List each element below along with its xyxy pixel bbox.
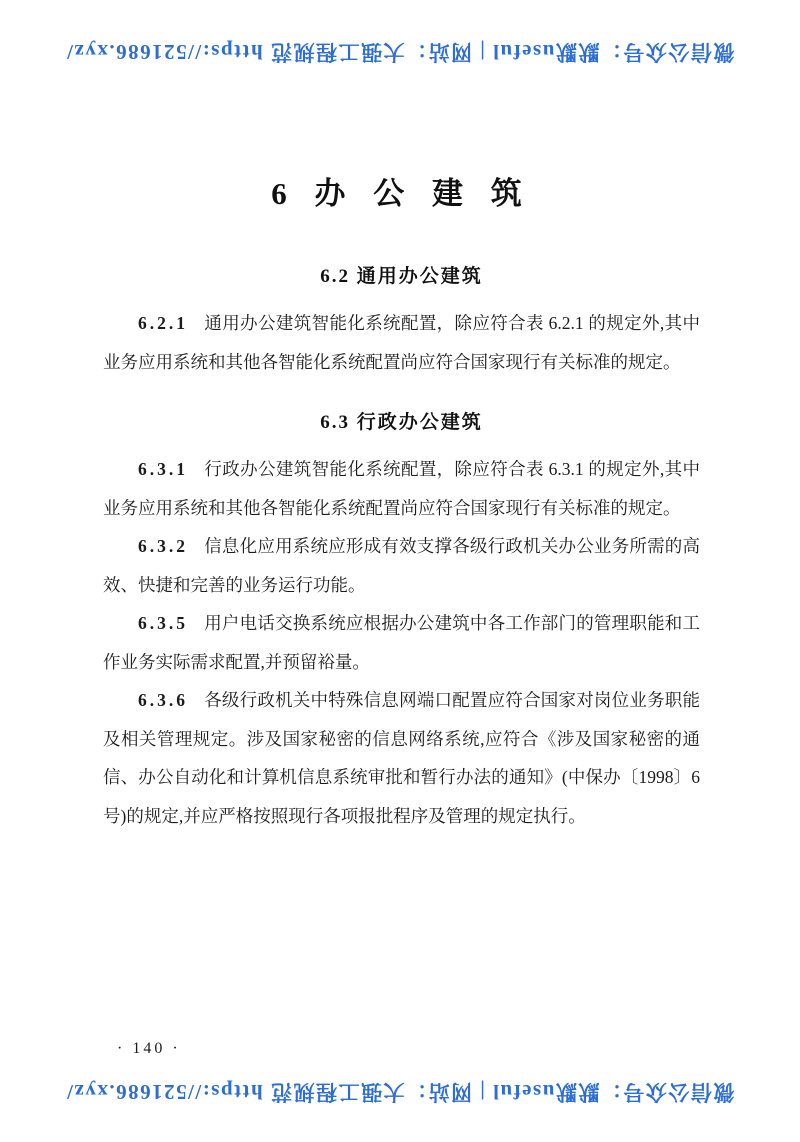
page-number: · 140 · — [117, 1040, 181, 1057]
clause-number: 6.3.1 — [138, 459, 188, 479]
clause-text: 各级行政机关中特殊信息网端口配置应符合国家对岗位业务职能及相关管理规定。涉及国家秘密的信息网络系统,应符合《涉及国家秘密的通信、办公自动化和计算机信息系统审批和暂行办法的通知》(中保办〔1998〕6 号)的规定,并应严格按照现行各项报批程序及管理的规定执行。 — [103, 690, 700, 826]
clause-text: 信息化应用系统应形成有效支撑各级行政机关办公业务所需的高效、快捷和完善的业务运行功能。 — [103, 536, 700, 595]
clause-number: 6.2.1 — [138, 313, 188, 333]
clause-number: 6.3.5 — [138, 613, 188, 633]
section-heading-6-3: 6.3 行政办公建筑 — [320, 412, 483, 433]
clause-6-3-6 — [103, 681, 700, 835]
chapter-title: 6 办 公 建 筑 — [271, 176, 532, 211]
clause-text: 用户电话交换系统应根据办公建筑中各工作部门的管理职能和工作业务实际需求配置,并预留裕量。 — [103, 613, 700, 672]
clause-text: 通用办公建筑智能化系统配置，除应符合表 6.2.1 的规定外,其中业务应用系统和其他各智能化系统配置尚应符合国家现行有关标准的规定。 — [103, 313, 700, 372]
clause-6-2-1 — [103, 304, 700, 381]
page-content — [103, 0, 700, 835]
watermark-bottom: 微信公众号：默默useful | 网站：大强工程规范 https://521686.xyz/ — [65, 1080, 735, 1104]
clause-6-3-5 — [103, 604, 700, 681]
clause-text: 行政办公建筑智能化系统配置，除应符合表 6.3.1 的规定外,其中业务应用系统和其他各智能化系统配置尚应符合国家现行有关标准的规定。 — [103, 459, 700, 518]
clause-number: 6.3.6 — [138, 690, 188, 710]
clause-6-3-2 — [103, 527, 700, 604]
clause-6-3-1 — [103, 450, 700, 527]
section-heading-6-2: 6.2 通用办公建筑 — [320, 266, 483, 287]
watermark-top: 微信公众号：默默useful | 网站：大强工程规范 https://521686.xyz/ — [65, 40, 735, 64]
clause-number: 6.3.2 — [138, 536, 188, 556]
